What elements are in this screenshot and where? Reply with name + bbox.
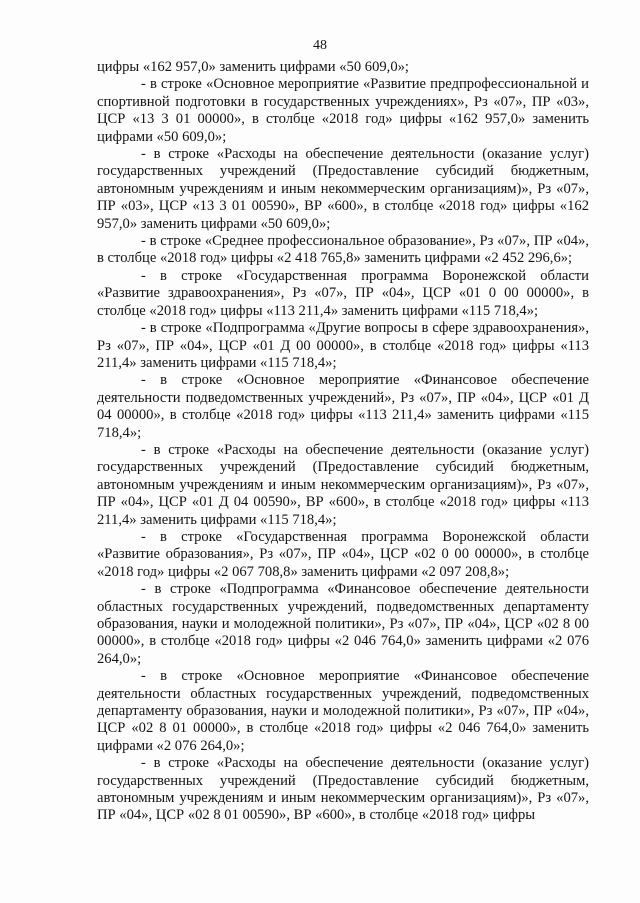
document-body bbox=[97, 59, 589, 825]
paragraph: - в строке «Среднее профессиональное образование», Рз «07», ПР «04», в столбце «2018 год» цифры «2 418 765,8» заменить цифрами «2 452 296,6»; bbox=[97, 233, 589, 267]
paragraph: - в строке «Основное мероприятие «Финансовое обеспечение деятельности областных государственных учреждений, подведомственных департаменту образования, науки и молодежной политики», Рз «07», ПР «04», ЦСР «02 8 01 00000», в столбце «2018 год» цифры «2 046 764,0» заменить цифрами «2 076 264,0»; bbox=[97, 668, 589, 754]
paragraph: - в строке «Расходы на обеспечение деятельности (оказание услуг) государственных учреждений (Предоставление субсидий бюджетным, автономным учреждениям и иным некоммерческим организациям)», Рз «07», ПР «03», ЦСР «13 3 01 00590», ВР «600», в столбце «2018 год» цифры «162 957,0» заменить цифрами «50 609,0»; bbox=[97, 146, 589, 232]
paragraph: - в строке «Подпрограмма «Финансовое обеспечение деятельности областных государственных учреждений, подведомственных департаменту образования, науки и молодежной политики», Рз «07», ПР «04», ЦСР «02 8 00 00000», в столбце «2018 год» цифры «2 046 764,0» заменить цифрами «2 076 264,0»; bbox=[97, 581, 589, 667]
paragraph: цифры «162 957,0» заменить цифрами «50 609,0»; bbox=[97, 59, 409, 75]
paragraph: - в строке «Расходы на обеспечение деятельности (оказание услуг) государственных учреждений (Предоставление субсидий бюджетным, автономным учреждениям и иным некоммерческим организациям)», Рз «07», ПР «04», ЦСР «02 8 01 00590», ВР «600», в столбце «2018 год» цифры bbox=[97, 755, 589, 824]
paragraph: - в строке «Государственная программа Воронежской области «Развитие образования», Рз «07», ПР «04», ЦСР «02 0 00 00000», в столбце «2018 год» цифры «2 067 708,8» заменить цифрами «2 097 208,8»; bbox=[97, 528, 589, 580]
paragraph: - в строке «Основное мероприятие «Развитие предпрофессиональной и спортивной подготовки в государственных учреждениях», Рз «07», ПР «03», ЦСР «13 3 01 00000», в столбце «2018 год» цифры «162 957,0» заменить цифрами «50 609,0»; bbox=[97, 76, 589, 145]
paragraph: - в строке «Основное мероприятие «Финансовое обеспечение деятельности подведомственных учреждений», Рз «07», ПР «04», ЦСР «01 Д 04 00000», в столбце «2018 год» цифры «113 211,4» заменить цифрами «115 718,4»; bbox=[97, 372, 589, 441]
paragraph: - в строке «Расходы на обеспечение деятельности (оказание услуг) государственных учреждений (Предоставление субсидий бюджетным, автономным учреждениям и иным некоммерческим организациям)», Рз «07», ПР «04», ЦСР «01 Д 04 00590», ВР «600», в столбце «2018 год» цифры «113 211,4» заменить цифрами «115 718,4»; bbox=[97, 441, 589, 528]
paragraph: - в строке «Подпрограмма «Другие вопросы в сфере здравоохранения», Рз «07», ПР «04», ЦСР «01 Д 00 00000», в столбце «2018 год» цифры «113 211,4» заменить цифрами «115 718,4»; bbox=[97, 320, 589, 371]
paragraph: - в строке «Государственная программа Воронежской области «Развитие здравоохранения», Рз «07», ПР «04», ЦСР «01 0 00 00000», в столбце «2018 год» цифры «113 211,4» заменить цифрами «115 718,4»; bbox=[97, 267, 589, 319]
page-number: 48 bbox=[313, 38, 327, 53]
